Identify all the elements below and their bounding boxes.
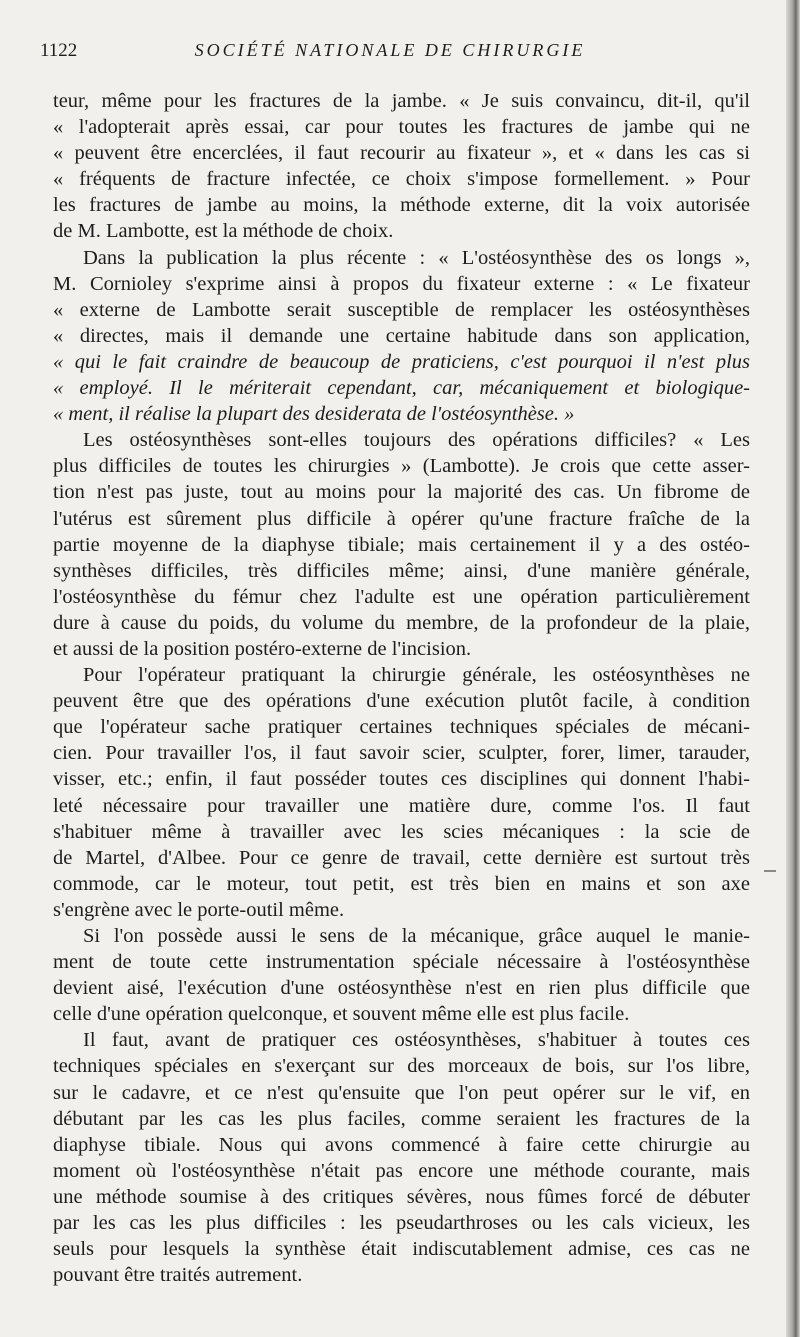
text-line: « peuvent être encerclées, il faut recourir au fixateur », et « dans les cas si <box>53 142 750 165</box>
text-line: de M. Lambotte, est la méthode de choix. <box>53 220 394 243</box>
text-line: moment où l'ostéosynthèse n'était pas encore une méthode courante, mais <box>53 1159 750 1182</box>
text-line: débutant par les cas les plus faciles, comme seraient les fractures de la <box>53 1107 750 1130</box>
page-header <box>40 40 740 70</box>
text-line: peuvent être que des opérations d'une exécution plutôt facile, à condition <box>53 690 750 713</box>
text-line: pouvant être traités autrement. <box>53 1264 303 1287</box>
body-text <box>53 88 750 1288</box>
text-line: dure à cause du poids, du volume du membre, de la profondeur de la plaie, <box>53 611 750 634</box>
text-line: cien. Pour travailler l'os, il faut savoir scier, sculpter, forer, limer, tarauder, <box>53 742 750 765</box>
text-line: s'habituer même à travailler avec les scies mécaniques : la scie de <box>53 820 750 843</box>
text-line: « employé. Il le mériterait cependant, car, mécaniquement et biologique- <box>53 377 750 400</box>
text-line: synthèses difficiles, très difficiles même; ainsi, d'une manière générale, <box>53 559 750 582</box>
text-line: et aussi de la position postéro-externe de l'incision. <box>53 637 472 660</box>
text-line: l'utérus est sûrement plus difficile à opérer qu'une fracture fraîche de la <box>53 507 750 530</box>
text-line: « ment, il réalise la plupart des desiderata de l'ostéosynthèse. » <box>53 403 575 426</box>
text-line: par les cas les plus difficiles : les pseudarthroses ou les cals vicieux, les <box>53 1212 750 1235</box>
text-line: une méthode soumise à des critiques sévères, nous fûmes forcé de débuter <box>53 1185 750 1208</box>
text-line: diaphyse tibiale. Nous qui avons commencé à faire cette chirurgie au <box>53 1133 750 1156</box>
text-line: M. Cornioley s'exprime ainsi à propos du fixateur externe : « Le fixateur <box>53 272 750 295</box>
text-line: l'ostéosynthèse du fémur chez l'adulte est une opération particulièrement <box>53 585 750 608</box>
text-line: Dans la publication la plus récente : « L'ostéosynthèse des os longs », <box>83 246 750 269</box>
text-line: « directes, mais il demande une certaine habitude dans son application, <box>53 324 750 347</box>
text-line: seuls pour lesquels la synthèse était indiscutablement admise, ces cas ne <box>53 1238 750 1261</box>
text-line: de Martel, d'Albee. Pour ce genre de travail, cette dernière est surtout très <box>53 846 750 869</box>
text-line: techniques spéciales en s'exerçant sur des morceaux de bois, sur l'os libre, <box>53 1055 750 1078</box>
text-line: Si l'on possède aussi le sens de la mécanique, grâce auquel le manie- <box>83 925 750 947</box>
text-line: leté nécessaire pour travailler une matière dure, comme l'os. Il faut <box>53 794 750 817</box>
text-line: s'engrène avec le porte-outil même. <box>53 898 345 921</box>
page-edge-shadow <box>786 0 800 1337</box>
text-line: « externe de Lambotte serait susceptible de remplacer les ostéosynthèses <box>53 298 750 321</box>
text-line: Les ostéosynthèses sont-elles toujours des opérations difficiles? « Les <box>83 429 750 452</box>
text-line: partie moyenne de la diaphyse tibiale; mais certainement il y a des ostéo- <box>53 533 750 556</box>
text-line: Il faut, avant de pratiquer ces ostéosynthèses, s'habituer à toutes ces <box>83 1029 750 1052</box>
margin-mark <box>764 870 776 872</box>
text-line: visser, etc.; enfin, il faut posséder toutes ces disciplines qui donnent l'habi- <box>53 768 750 791</box>
running-title: SOCIÉTÉ NATIONALE DE CHIRURGIE <box>194 40 586 60</box>
text-line: que l'opérateur sache pratiquer certaines techniques spéciales de mécani- <box>53 716 750 739</box>
text-line: « l'adopterait après essai, car pour toutes les fractures de jambe qui ne <box>53 116 750 139</box>
text-line: les fractures de jambe au moins, la méthode externe, dit la voix autorisée <box>53 194 750 217</box>
text-line: commode, car le moteur, tout petit, est très bien en mains et son axe <box>53 872 750 895</box>
text-line: celle d'une opération quelconque, et souvent même elle est plus facile. <box>53 1003 630 1026</box>
text-line: sur le cadavre, et ce n'est qu'ensuite que l'on peut opérer sur le vif, en <box>53 1081 750 1104</box>
text-line: Pour l'opérateur pratiquant la chirurgie générale, les ostéosynthèses ne <box>83 664 750 687</box>
text-line: « fréquents de fracture infectée, ce choix s'impose formellement. » Pour <box>53 168 750 191</box>
text-line: « qui le fait craindre de beaucoup de praticiens, c'est pourquoi il n'est plus <box>53 350 750 373</box>
text-line: plus difficiles de toutes les chirurgies » (Lambotte). Je crois que cette asser- <box>53 455 750 478</box>
text-line: teur, même pour les fractures de la jambe. « Je suis convaincu, dit-il, qu'il <box>53 90 750 112</box>
text-line: tion n'est pas juste, tout au moins pour la majorité des cas. Un fibrome de <box>53 481 750 504</box>
text-line: ment de toute cette instrumentation spéciale nécessaire à l'ostéosynthèse <box>53 951 750 974</box>
text-line: devient aisé, l'exécution d'une ostéosynthèse n'est en rien plus difficile que <box>53 977 750 1000</box>
page-number: 1122 <box>40 40 78 61</box>
